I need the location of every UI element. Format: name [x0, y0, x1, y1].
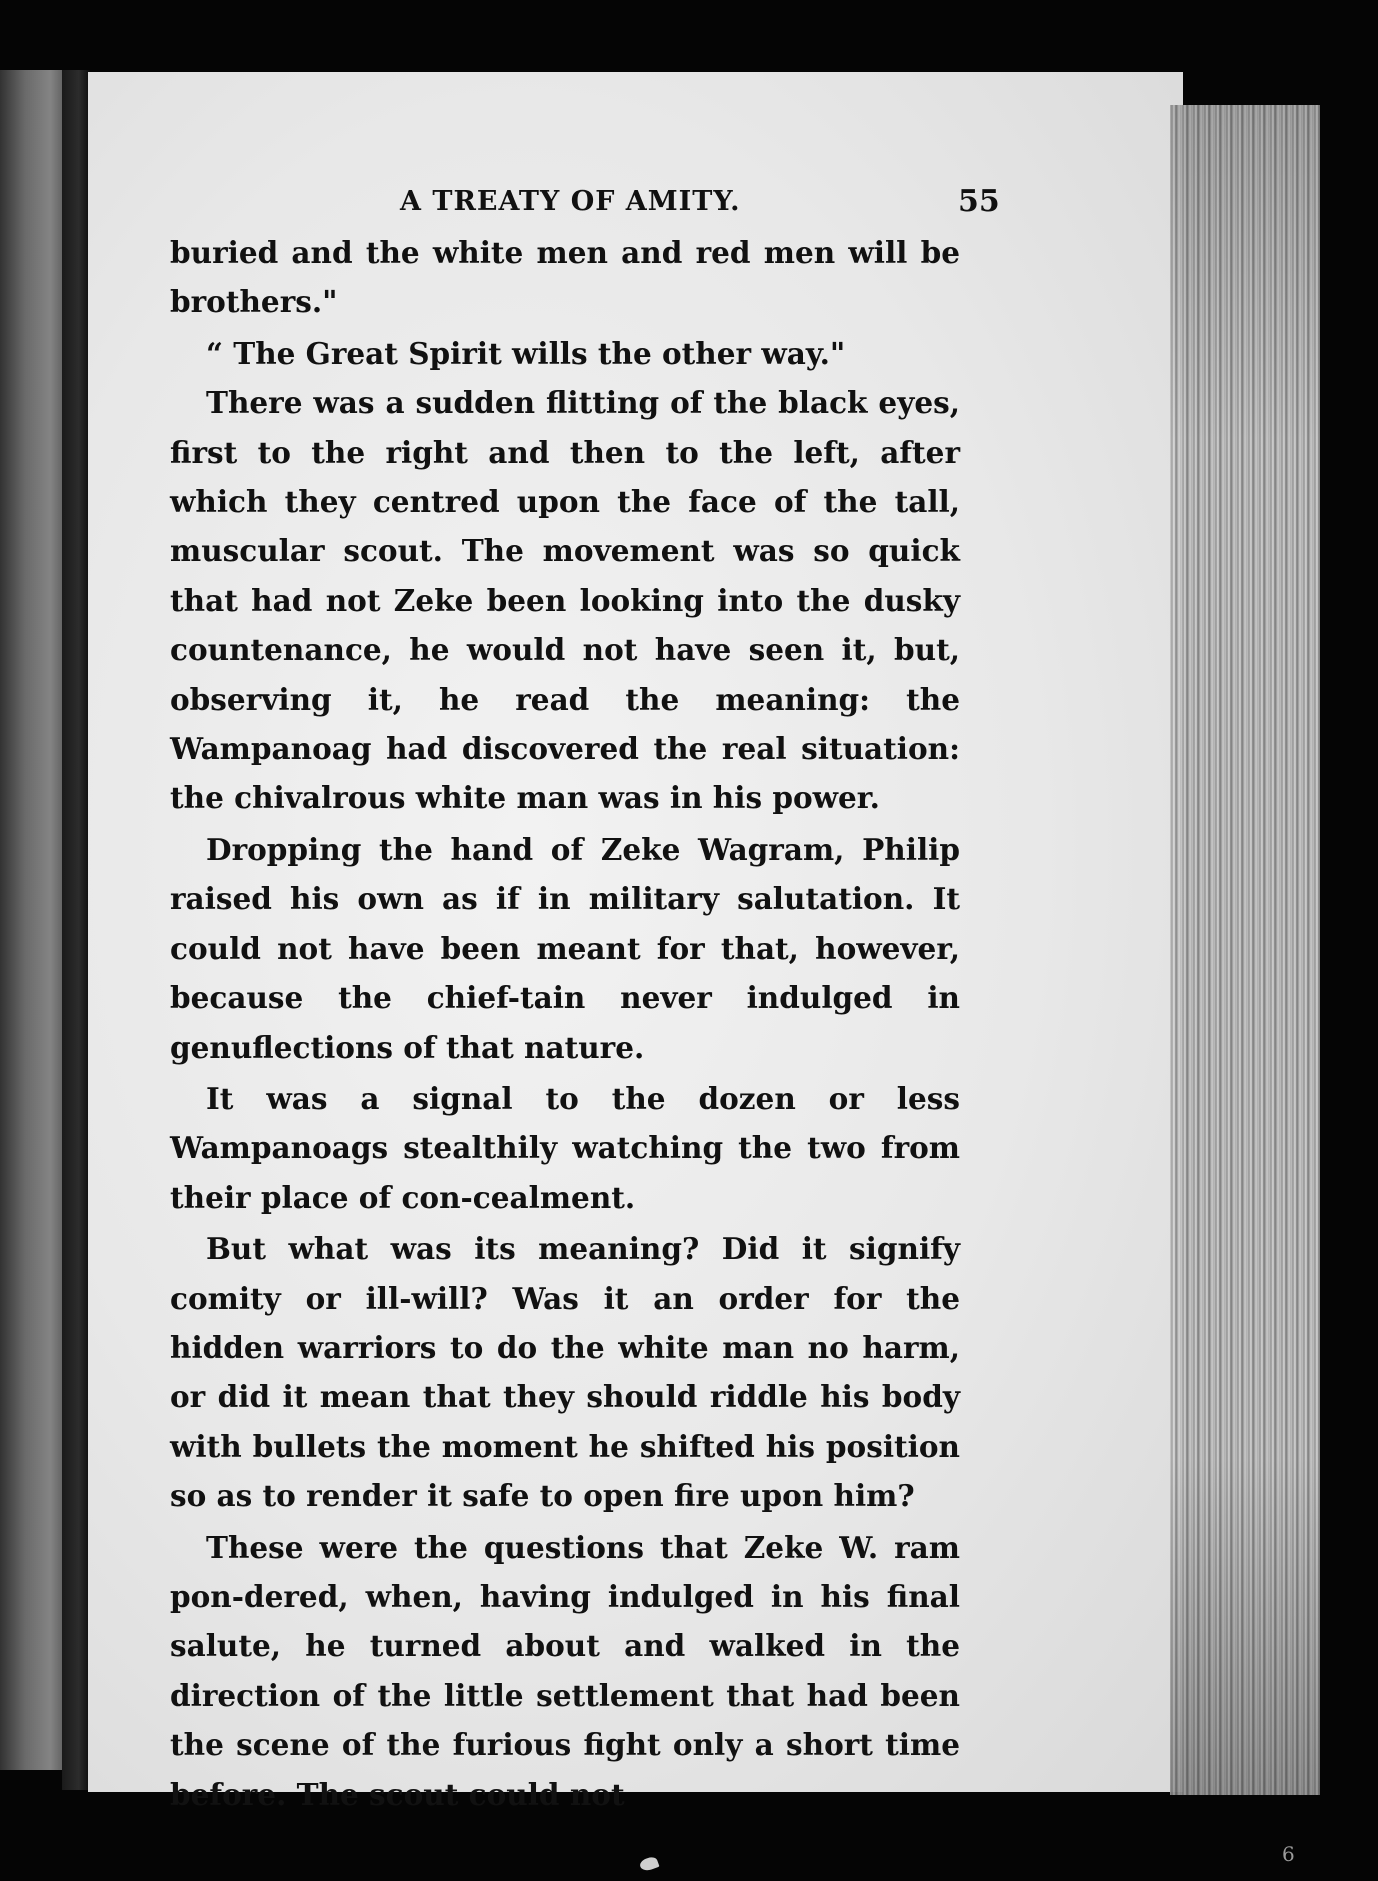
- book-gutter: [62, 70, 90, 1790]
- page-header: [400, 180, 1000, 226]
- page-number: 55: [958, 184, 1000, 219]
- body-text: [170, 228, 960, 1819]
- running-head: A TREATY OF AMITY.: [400, 186, 741, 217]
- corner-mark: 6: [1282, 1842, 1295, 1866]
- paragraph: But what was its meaning? Did it signify comity or ill-will? Was it an order for the hidden warriors to do the white man no harm, or did it mean that they should riddle his body with bullets the moment he shifted his position so as to render it safe to open fire upon him?: [170, 1231, 960, 1514]
- paragraph: buried and the white men and red men will be brothers.": [170, 235, 960, 320]
- paragraph: Dropping the hand of Zeke Wagram, Philip raised his own as if in military salutation. It could not have been meant for that, however, because the chief-tain never indulged in genuflections of that nature.: [170, 831, 960, 1065]
- ink-smudge: [638, 1855, 659, 1872]
- paragraph: “ The Great Spirit wills the other way.": [206, 335, 846, 371]
- paragraph: These were the questions that Zeke W. ram pon-dered, when, having indulged in his final salute, he turned about and walked in the direction of the little settlement that had been the scene of the furious fight only a short time before. The scout could not: [170, 1529, 960, 1812]
- paragraph: It was a signal to the dozen or less Wampanoags stealthily watching the two from their place of con-cealment.: [170, 1080, 960, 1215]
- fore-edge-shadow: [1170, 105, 1320, 1795]
- paragraph: There was a sudden flitting of the black eyes, first to the right and then to the left, after which they centred upon the face of the tall, muscular scout. The movement was so quick that had not Zeke been looking into the dusky countenance, he would not have seen it, but, observing it, he read the meaning: the Wampanoag had discovered the real situation: the chivalrous white man was in his power.: [170, 385, 960, 816]
